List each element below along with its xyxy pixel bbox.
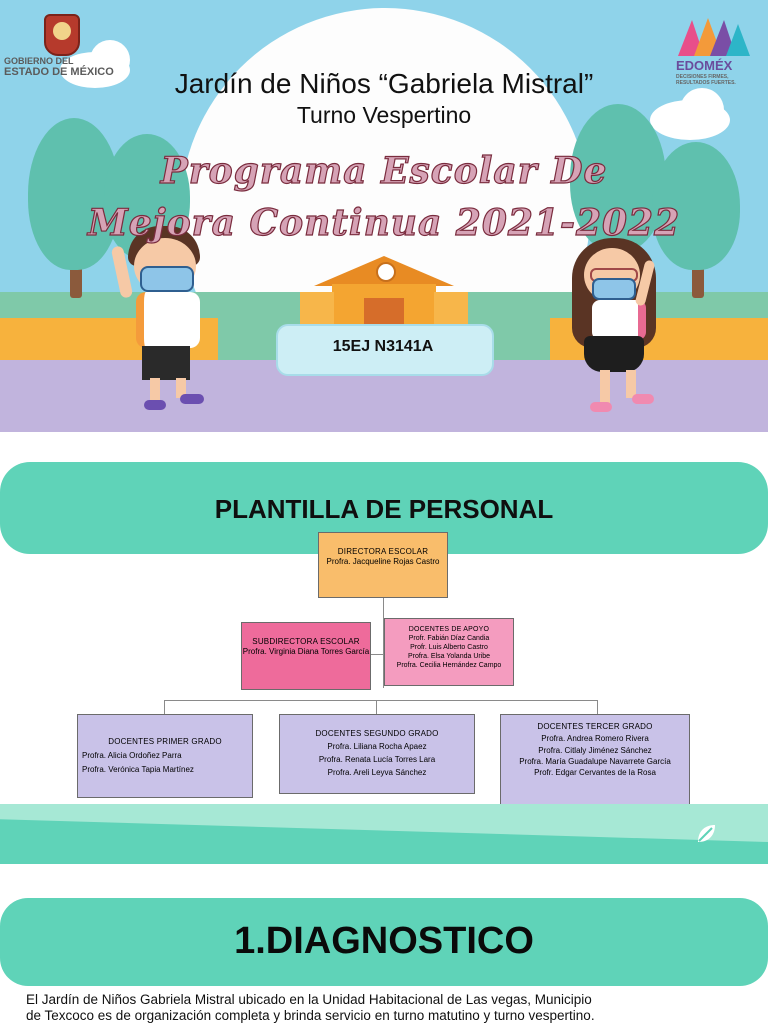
org-box-primer-grado — [77, 714, 253, 798]
org-chart-title: PLANTILLA DE PERSONAL — [214, 494, 554, 524]
org-box-segundo-grado — [279, 714, 475, 794]
shift-label: Turno Vespertino — [296, 102, 472, 128]
face-mask-icon — [592, 278, 636, 300]
government-logo-line2: ESTADO DE MÉXICO — [4, 66, 114, 78]
role-label: DIRECTORA ESCOLAR — [337, 547, 429, 556]
role-label: DOCENTES TERCER GRADO — [537, 722, 653, 731]
boy-shoe — [180, 394, 204, 404]
org-box-subdirectora — [241, 622, 371, 690]
boy-shoe — [144, 400, 166, 410]
person-name: Profra. Areli Leyva Sánchez — [327, 768, 427, 777]
role-label: DOCENTES DE APOYO — [408, 626, 490, 633]
person-name: Profr. Fabián Díaz Candia — [408, 635, 490, 642]
cover-slide — [0, 0, 768, 432]
connector-line — [164, 700, 598, 701]
org-box-apoyo — [384, 618, 514, 686]
government-logo-line1: GOBIERNO DEL — [4, 56, 74, 66]
program-title-line1: Programa Escolar De — [160, 150, 608, 192]
role-label: SUBDIRECTORA ESCOLAR — [252, 637, 360, 646]
person-name: Profra. Cecilia Hernández Campo — [396, 662, 502, 669]
state-seal-icon — [44, 14, 80, 56]
program-title-line2: Mejora Continua 2021-2022 — [87, 202, 681, 244]
connector-line — [597, 700, 598, 714]
person-name: Profr. Luis Alberto Castro — [410, 644, 488, 651]
clock-icon — [376, 262, 396, 282]
boy-shorts — [142, 346, 190, 380]
paragraph-line: de Texcoco es de organización completa y brinda servicio en turno matutino y turno vespertino. — [26, 1008, 595, 1023]
org-chart-slide — [0, 432, 768, 864]
person-name: Profra. Andrea Romero Rivera — [541, 734, 649, 743]
person-name: Profra. Citlaly Jiménez Sánchez — [538, 746, 652, 755]
girl-skirt — [584, 336, 644, 372]
face-mask-icon — [140, 266, 194, 292]
cloud-decoration — [680, 88, 724, 132]
org-box-directora — [318, 532, 448, 598]
girl-leg — [600, 370, 610, 404]
boy-shirt — [136, 292, 200, 348]
person-name: Profra. Jacqueline Rojas Castro — [326, 557, 440, 566]
person-name: Profra. Alicia Ordoñez Parra — [82, 751, 182, 760]
leaf-icon — [694, 822, 718, 846]
edomex-logo-word: EDOMÉX — [676, 58, 733, 73]
person-name: Profra. Elsa Yolanda Uribe — [407, 653, 491, 660]
edomex-mark-icon — [676, 14, 752, 58]
diagnostic-title: 1.DIAGNOSTICO — [234, 920, 534, 962]
diagnostic-slide — [0, 864, 768, 1024]
girl-shoe — [590, 402, 612, 412]
person-name: Profra. Renata Lucía Torres Lara — [318, 755, 436, 764]
role-label: DOCENTES SEGUNDO GRADO — [315, 729, 439, 738]
person-name: Profr. Edgar Cervantes de la Rosa — [534, 768, 656, 777]
girl-shirt — [592, 300, 646, 340]
school-wing — [300, 292, 334, 328]
role-label: DOCENTES PRIMER GRADO — [108, 737, 222, 746]
girl-shoe — [632, 394, 654, 404]
org-box-tercer-grado — [500, 714, 690, 806]
person-name: Profra. Virginia Diana Torres García — [242, 647, 370, 656]
diagnostic-paragraph — [26, 992, 746, 1024]
edomex-logo-slogan: DECISIONES FIRMES, RESULTADOS FUERTES. — [676, 74, 736, 86]
school-name: Jardín de Niños “Gabriela Mistral” — [174, 68, 594, 99]
school-code: 15EJ N3141A — [332, 338, 434, 355]
person-name: Profra. María Guadalupe Navarrete García — [519, 757, 671, 766]
person-name: Profra. Liliana Rocha Apaez — [327, 742, 427, 751]
paragraph-line: El Jardín de Niños Gabriela Mistral ubicado en la Unidad Habitacional de Las vegas, Municipio — [26, 992, 592, 1007]
person-name: Profra. Verónica Tapia Martínez — [82, 765, 194, 774]
connector-line — [164, 700, 165, 714]
connector-line — [376, 700, 377, 714]
school-wing — [434, 292, 468, 328]
